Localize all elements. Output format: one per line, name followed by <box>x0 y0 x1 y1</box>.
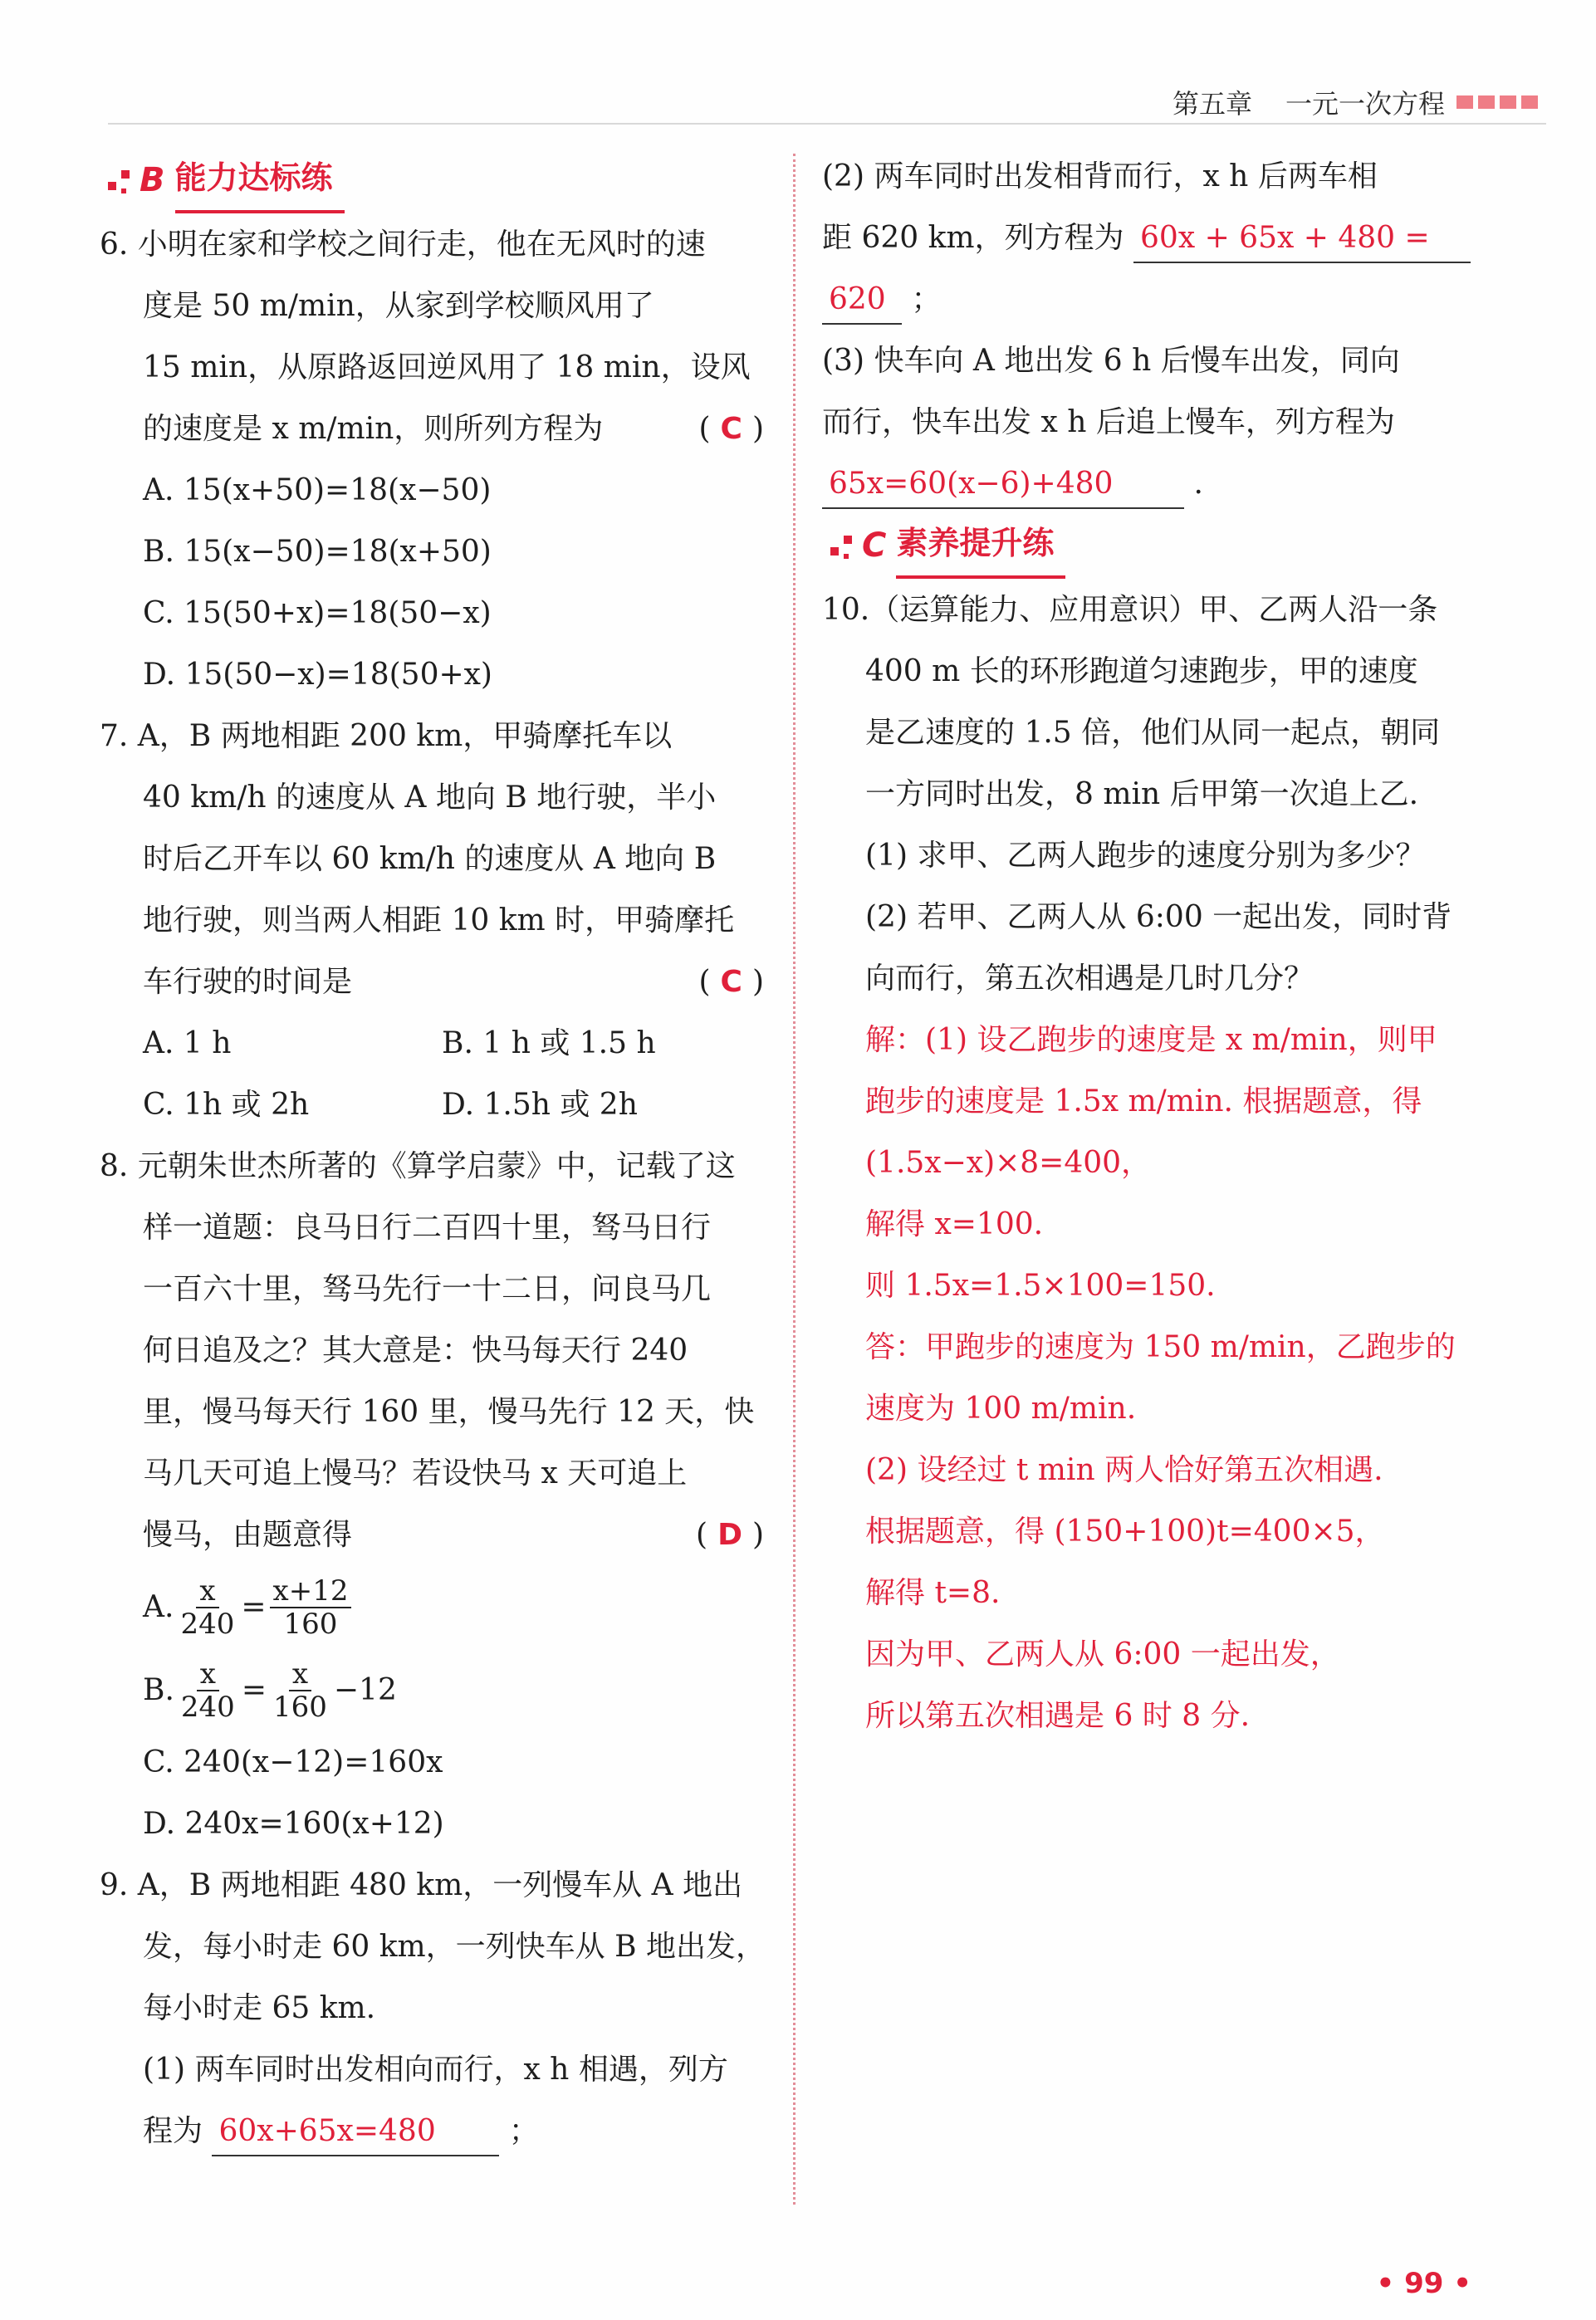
question-line: (2) 若甲、乙两人从 6:00 一起出发，同时背 <box>865 900 1452 934</box>
solution-line: 所以第五次相遇是 6 时 8 分. <box>865 1699 1251 1733</box>
sub-question-3: (3) 快车向 A 地出发 6 h 后慢车出发，同向 <box>822 344 1400 378</box>
option-d: D. 1.5h 或 2h <box>442 1088 638 1122</box>
question-line <box>100 952 764 1013</box>
denominator: 160 <box>283 1608 338 1641</box>
question-line: 马几天可追上慢马？若设快马 x 天可追上 <box>143 1456 688 1490</box>
answer-blank: 60x+65x=480 <box>212 2108 499 2156</box>
option-label: A. <box>143 1590 174 1624</box>
solution-line: 解得 t=8. <box>865 1576 1001 1610</box>
options-cd <box>100 1074 764 1136</box>
fraction <box>177 1575 237 1640</box>
option-b: B. $\frac{x}{240}$ = $\frac{x}{160}$ −12 <box>143 1657 397 1724</box>
option-d: D. 15(50−x)=18(50+x) <box>143 658 492 692</box>
question-line: 6. 小明在家和学校之间行走，他在无风时的速 <box>100 228 706 262</box>
option-c: C. 240(x−12)=160x <box>143 1745 443 1779</box>
sub-question-3: 而行，快车出发 x h 后追上慢车，列方程为 <box>822 405 1395 439</box>
punctuation: ； <box>508 2114 539 2148</box>
answer-prefix: 程为 <box>143 2114 203 2148</box>
page-header <box>1173 83 1538 121</box>
option-c: C. 15(50+x)=18(50−x) <box>143 596 492 630</box>
numerator: x+12 <box>270 1575 352 1608</box>
left-column <box>100 149 764 2162</box>
section-b-header <box>100 149 764 211</box>
decorative-squares <box>1456 95 1538 109</box>
question-8 <box>100 1136 764 1855</box>
answer-bracket: ( C ) <box>698 412 764 446</box>
option-a: A. 15(x+50)=18(x−50) <box>143 473 492 507</box>
answer-letter: C <box>720 412 742 446</box>
denominator: 240 <box>180 1608 235 1641</box>
question-line: 15 min，从原路返回逆风用了 18 min，设风 <box>143 350 751 384</box>
column-divider <box>793 154 796 2205</box>
section-marker-icon <box>822 529 855 562</box>
question-text: 的速度是 x m/min，则所列方程为 <box>143 412 604 446</box>
answer-bracket: ( C ) <box>698 965 764 999</box>
option-label: B. <box>143 1673 174 1707</box>
option-b: B. 1 h 或 1.5 h <box>442 1026 656 1060</box>
question-line: (1) 求甲、乙两人跑步的速度分别为多少？ <box>865 839 1426 873</box>
solution-line: 根据题意，得 (150+100)t=400×5， <box>865 1515 1385 1549</box>
question-line: 10.（运算能力、应用意识）甲、乙两人沿一条 <box>822 593 1438 627</box>
question-6 <box>100 214 764 706</box>
right-column <box>822 146 1486 1747</box>
header-rule <box>108 123 1546 125</box>
punctuation: ； <box>911 282 942 316</box>
answer-prefix: 距 620 km，列方程为 <box>822 221 1124 255</box>
question-line: 发，每小时走 60 km，一列快车从 B 地出发， <box>143 1930 766 1964</box>
solution-line: (1.5x−x)×8=400， <box>865 1146 1152 1180</box>
solution-line: (2) 设经过 t min 两人恰好第五次相遇. <box>865 1453 1383 1487</box>
question-line: 一方同时出发，8 min 后甲第一次追上乙. <box>865 777 1419 811</box>
numerator: x <box>197 1658 219 1691</box>
sub-question-1: (1) 两车同时出发相向而行，x h 相遇，列方 <box>143 2053 728 2087</box>
option-a: A. 1 h <box>143 1026 232 1060</box>
section-c-header <box>822 515 1486 576</box>
question-7 <box>100 706 764 1136</box>
sub-question-2-answer-line <box>822 208 1486 269</box>
fraction <box>270 1658 330 1723</box>
chapter-title: 一元一次方程 <box>1285 88 1445 120</box>
option-c: C. 1h 或 2h <box>143 1088 310 1122</box>
solution-block <box>822 1010 1486 1747</box>
sub-question-2: (2) 两车同时出发相背而行，x h 后两车相 <box>822 159 1378 193</box>
question-line: 400 m 长的环形跑道匀速跑步，甲的速度 <box>865 654 1418 688</box>
question-line: 40 km/h 的速度从 A 地向 B 地行驶，半小 <box>143 781 717 815</box>
question-line: 9. A，B 两地相距 480 km，一列慢车从 A 地出 <box>100 1868 743 1902</box>
section-letter: C <box>862 526 887 565</box>
page-number: • 99 • <box>1376 2267 1471 2300</box>
fraction <box>270 1575 352 1640</box>
answer-blank: 620 <box>822 277 902 325</box>
punctuation: . <box>1193 467 1203 501</box>
question-line: 度是 50 m/min，从家到学校顺风用了 <box>143 289 654 323</box>
chapter-label: 第五章 <box>1172 88 1252 120</box>
denominator: 240 <box>180 1691 235 1724</box>
question-10 <box>822 580 1486 1747</box>
question-line: 一百六十里，驽马先行一十二日，问良马几 <box>143 1272 712 1306</box>
fraction <box>178 1658 238 1723</box>
denominator: 160 <box>272 1691 327 1724</box>
option-tail: −12 <box>333 1673 397 1707</box>
question-line: 向而行，第五次相遇是几时几分？ <box>865 962 1314 996</box>
question-line: 7. A，B 两地相距 200 km，甲骑摩托车以 <box>100 719 673 753</box>
solution-line: 解：(1) 设乙跑步的速度是 x m/min，则甲 <box>865 1023 1437 1057</box>
answer-letter: C <box>720 965 742 999</box>
question-line: 里，慢马每天行 160 里，慢马先行 12 天，快 <box>143 1395 755 1429</box>
question-text: 慢马，由题意得 <box>143 1518 353 1552</box>
question-line <box>100 1505 764 1566</box>
numerator: x <box>196 1575 218 1608</box>
section-title: 素养提升练 <box>896 512 1065 579</box>
solution-line: 因为甲、乙两人从 6:00 一起出发， <box>865 1637 1340 1671</box>
question-line: 是乙速度的 1.5 倍，他们从同一起点，朝同 <box>865 716 1441 750</box>
question-line: 每小时走 65 km. <box>143 1991 376 2025</box>
answer-blank: 65x=60(x−6)+480 <box>822 461 1184 509</box>
question-line: 样一道题：良马日行二百四十里，驽马日行 <box>143 1211 712 1245</box>
question-line: 时后乙开车以 60 km/h 的速度从 A 地向 B <box>143 842 717 876</box>
question-9 <box>100 1855 764 2162</box>
section-marker-icon <box>100 164 133 197</box>
question-line: 何日追及之？其大意是：快马每天行 240 <box>143 1334 688 1368</box>
question-line: 地行驶，则当两人相距 10 km 时，甲骑摩托 <box>143 903 735 937</box>
solution-line: 答：甲跑步的速度为 150 m/min，乙跑步的 <box>865 1330 1456 1364</box>
solution-line: 速度为 100 m/min. <box>865 1392 1137 1426</box>
solution-line: 解得 x=100. <box>865 1207 1044 1241</box>
section-title: 能力达标练 <box>175 147 345 213</box>
option-b: B. 15(x−50)=18(x+50) <box>143 535 492 569</box>
sub-question-1-answer-line <box>100 2101 764 2162</box>
solution-line: 则 1.5x=1.5×100=150. <box>865 1269 1216 1303</box>
options-ab <box>100 1013 764 1074</box>
answer-letter: D <box>717 1518 742 1552</box>
question-line: 8. 元朝朱世杰所著的《算学启蒙》中，记载了这 <box>100 1149 736 1183</box>
answer-bracket: ( D ) <box>696 1518 764 1552</box>
question-text: 车行驶的时间是 <box>143 965 353 999</box>
solution-line: 跑步的速度是 1.5x m/min. 根据题意，得 <box>865 1084 1422 1118</box>
sub-question-3-answer-line <box>822 453 1486 515</box>
numerator: x <box>289 1658 311 1691</box>
section-letter: B <box>140 161 165 199</box>
option-a: A. $\frac{x}{240}$ = $\frac{x+12}{160}$ <box>100 1566 764 1649</box>
sub-question-2-answer-cont <box>822 269 1486 330</box>
option-d: D. 240x=160(x+12) <box>143 1807 444 1841</box>
question-line <box>100 399 764 460</box>
answer-blank: 60x + 65x + 480 = <box>1133 215 1471 263</box>
